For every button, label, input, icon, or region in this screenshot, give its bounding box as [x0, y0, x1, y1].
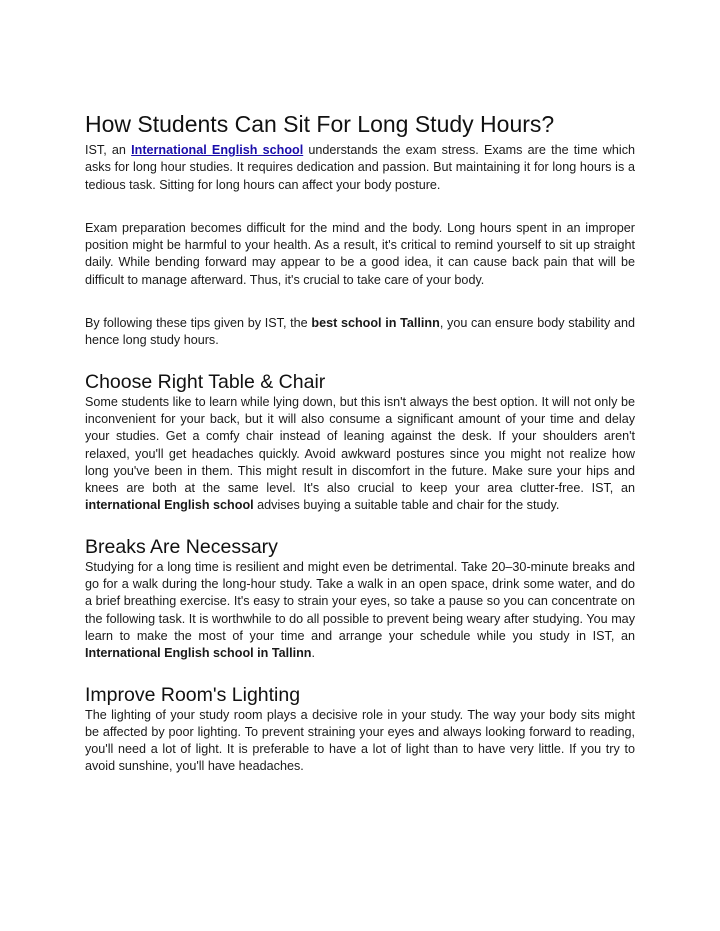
- international-english-school-link[interactable]: International English school: [131, 143, 304, 157]
- section-text: The lighting of your study room plays a decisive role in your study. The way your body sits might be affected by poor lighting. To prevent straining your eyes and always looking forward to reading, you'll need a lot of light. It is preferable to have a lot of light than to have very little. If you try to avoid sunshine, you'll have headaches.: [85, 707, 635, 774]
- section-text: .: [311, 646, 315, 661]
- intro-paragraph-3: [85, 315, 635, 350]
- section-heading-breaks: Breaks Are Necessary: [85, 535, 278, 558]
- bold-phrase: International English school in Tallinn: [85, 646, 312, 661]
- section-text: Some students like to learn while lying down, but this isn't always the best option. It will not only be inconvenient for your back, but it will also consume a significant amount of your time and delay your studies. Get a comfy chair instead of leaning against the desk. If your shoulders aren't relaxed, you'll get headaches quickly. Avoid awkward postures since you might not realize how long you've been in them. This might result in discomfort in the future. Make sure your hips and knees are both at the same level. It's also crucial to keep your area clutter-free. IST, an: [85, 394, 635, 496]
- section-heading-table-chair: Choose Right Table & Chair: [85, 370, 326, 393]
- section-text: advises buying a suitable table and chair for the study.: [253, 498, 560, 513]
- intro-paragraph-1: [85, 142, 635, 194]
- intro-text: , you can ensure body stability and hence long study hours.: [85, 316, 635, 348]
- bold-phrase: international English school: [85, 498, 254, 513]
- section-heading-lighting: Improve Room's Lighting: [85, 683, 301, 706]
- section-paragraph-lighting: [85, 707, 635, 776]
- intro-text: By following these tips given by IST, the: [85, 316, 312, 331]
- document-page: [85, 110, 635, 776]
- page-title: How Students Can Sit For Long Study Hours?: [85, 111, 555, 137]
- section-text: Studying for a long time is resilient and might even be detrimental. Take 20–30-minute breaks and go for a walk during the long-hour study. Take a walk in an open space, drink some water, and do a brief breathing exercise. It's easy to strain your eyes, so take a pause so you can concentrate on the following task. It is worthwhile to do all possible to prevent being weary after studying. You may learn to make the most of your time and arrange your schedule while you study in IST, an: [85, 559, 635, 643]
- intro-paragraph-2: Exam preparation becomes difficult for the mind and the body. Long hours spent in an improper position might be harmful to your health. As a result, it's critical to remind yourself to sit up straight daily. While bending forward may appear to be a good idea, it can cause back pain that will be difficult to manage afterward. Thus, it's crucial to take care of your body.: [85, 220, 635, 287]
- section-paragraph-breaks: [85, 559, 635, 663]
- intro-text: IST, an: [85, 143, 132, 157]
- intro-text: understands the exam stress. Exams are the time which asks for long hour studies. It requires dedication and passion. But maintaining it for long hours is a tedious task. Sitting for long hours can affect your body posture.: [85, 143, 635, 192]
- bold-phrase: best school in Tallinn: [311, 316, 440, 331]
- section-paragraph-table-chair: [85, 394, 635, 515]
